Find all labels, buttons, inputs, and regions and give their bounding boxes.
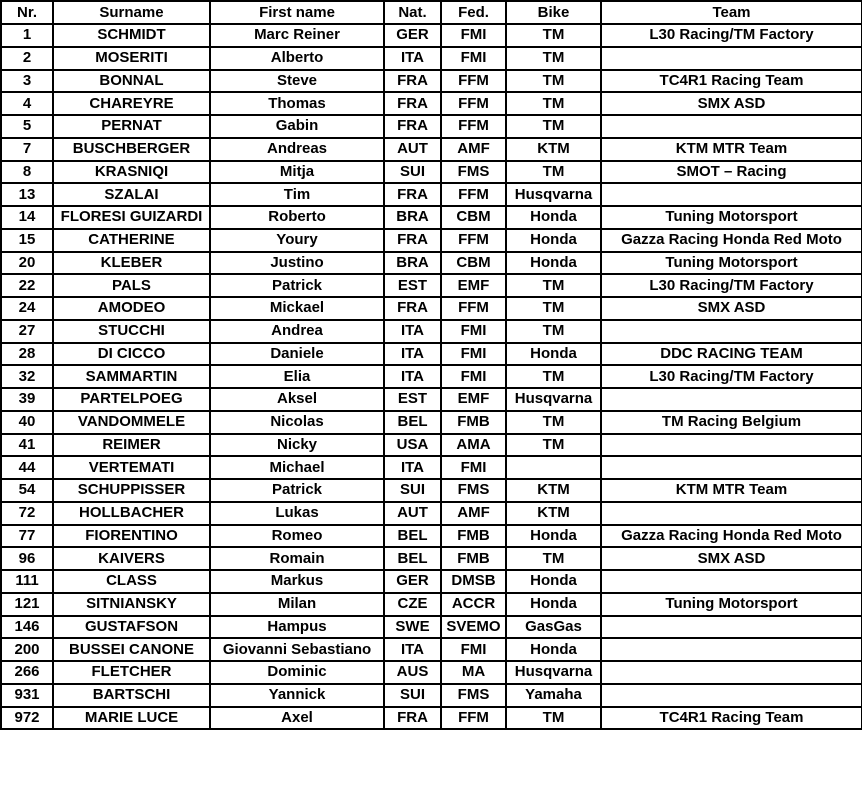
- cell-nationality: FRA: [384, 297, 441, 320]
- table-row: [1, 707, 862, 730]
- cell-team: DDC RACING TEAM: [601, 343, 862, 366]
- cell-surname: SITNIANSKY: [53, 593, 210, 616]
- cell-federation: DMSB: [441, 570, 506, 593]
- cell-bike: TM: [506, 547, 601, 570]
- cell-first-name: Patrick: [210, 274, 384, 297]
- cell-bike: [506, 456, 601, 479]
- cell-bike: Honda: [506, 570, 601, 593]
- cell-surname: AMODEO: [53, 297, 210, 320]
- cell-nr: 77: [1, 525, 53, 548]
- cell-nr: 5: [1, 115, 53, 138]
- table-row: [1, 320, 862, 343]
- cell-nr: 40: [1, 411, 53, 434]
- cell-first-name: Andrea: [210, 320, 384, 343]
- cell-team: TC4R1 Racing Team: [601, 707, 862, 730]
- cell-federation: AMF: [441, 502, 506, 525]
- cell-nr: 41: [1, 434, 53, 457]
- cell-first-name: Romain: [210, 547, 384, 570]
- cell-team: [601, 502, 862, 525]
- cell-federation: FMI: [441, 638, 506, 661]
- cell-nr: 54: [1, 479, 53, 502]
- cell-nr: 146: [1, 616, 53, 639]
- header-federation: Fed.: [441, 1, 506, 24]
- table-row: [1, 161, 862, 184]
- cell-surname: CATHERINE: [53, 229, 210, 252]
- table-row: [1, 502, 862, 525]
- cell-team: [601, 388, 862, 411]
- cell-first-name: Aksel: [210, 388, 384, 411]
- cell-federation: SVEMO: [441, 616, 506, 639]
- cell-federation: FMI: [441, 47, 506, 70]
- cell-bike: Honda: [506, 229, 601, 252]
- cell-federation: FMB: [441, 411, 506, 434]
- cell-bike: KTM: [506, 479, 601, 502]
- table-row: [1, 229, 862, 252]
- header-row: [1, 1, 862, 24]
- cell-first-name: Dominic: [210, 661, 384, 684]
- cell-first-name: Justino: [210, 252, 384, 275]
- cell-nationality: EST: [384, 388, 441, 411]
- cell-bike: TM: [506, 365, 601, 388]
- cell-first-name: Thomas: [210, 92, 384, 115]
- cell-nationality: AUT: [384, 138, 441, 161]
- cell-federation: FMS: [441, 684, 506, 707]
- cell-nr: 20: [1, 252, 53, 275]
- cell-nationality: ITA: [384, 638, 441, 661]
- cell-team: Tuning Motorsport: [601, 206, 862, 229]
- cell-nationality: SUI: [384, 684, 441, 707]
- cell-surname: BARTSCHI: [53, 684, 210, 707]
- cell-surname: MOSERITI: [53, 47, 210, 70]
- cell-first-name: Yannick: [210, 684, 384, 707]
- cell-surname: FIORENTINO: [53, 525, 210, 548]
- cell-nr: 15: [1, 229, 53, 252]
- cell-first-name: Marc Reiner: [210, 24, 384, 47]
- cell-first-name: Nicky: [210, 434, 384, 457]
- cell-bike: Husqvarna: [506, 388, 601, 411]
- cell-team: SMX ASD: [601, 547, 862, 570]
- cell-nationality: FRA: [384, 229, 441, 252]
- cell-federation: ACCR: [441, 593, 506, 616]
- cell-nationality: BRA: [384, 252, 441, 275]
- header-bike: Bike: [506, 1, 601, 24]
- cell-surname: BUSSEI CANONE: [53, 638, 210, 661]
- cell-team: [601, 320, 862, 343]
- cell-team: L30 Racing/TM Factory: [601, 24, 862, 47]
- cell-first-name: Nicolas: [210, 411, 384, 434]
- table-row: [1, 479, 862, 502]
- cell-surname: CLASS: [53, 570, 210, 593]
- cell-surname: KAIVERS: [53, 547, 210, 570]
- cell-bike: KTM: [506, 502, 601, 525]
- cell-surname: VANDOMMELE: [53, 411, 210, 434]
- cell-first-name: Tim: [210, 183, 384, 206]
- table-row: [1, 456, 862, 479]
- cell-first-name: Axel: [210, 707, 384, 730]
- cell-nr: 121: [1, 593, 53, 616]
- cell-team: SMX ASD: [601, 92, 862, 115]
- cell-first-name: Hampus: [210, 616, 384, 639]
- cell-bike: TM: [506, 70, 601, 93]
- cell-federation: FMI: [441, 365, 506, 388]
- cell-first-name: Mitja: [210, 161, 384, 184]
- cell-nr: 28: [1, 343, 53, 366]
- cell-first-name: Patrick: [210, 479, 384, 502]
- table-row: [1, 638, 862, 661]
- cell-nr: 72: [1, 502, 53, 525]
- cell-nationality: FRA: [384, 183, 441, 206]
- cell-surname: CHAREYRE: [53, 92, 210, 115]
- cell-federation: MA: [441, 661, 506, 684]
- cell-nr: 8: [1, 161, 53, 184]
- cell-nr: 266: [1, 661, 53, 684]
- table-row: [1, 593, 862, 616]
- cell-team: SMX ASD: [601, 297, 862, 320]
- cell-bike: Husqvarna: [506, 183, 601, 206]
- cell-nationality: FRA: [384, 115, 441, 138]
- cell-team: SMOT – Racing: [601, 161, 862, 184]
- cell-nr: 111: [1, 570, 53, 593]
- cell-surname: KLEBER: [53, 252, 210, 275]
- cell-nationality: BRA: [384, 206, 441, 229]
- cell-federation: CBM: [441, 206, 506, 229]
- cell-nationality: BEL: [384, 525, 441, 548]
- cell-surname: BUSCHBERGER: [53, 138, 210, 161]
- cell-first-name: Alberto: [210, 47, 384, 70]
- cell-team: Gazza Racing Honda Red Moto: [601, 525, 862, 548]
- cell-surname: STUCCHI: [53, 320, 210, 343]
- table-row: [1, 388, 862, 411]
- cell-bike: TM: [506, 115, 601, 138]
- cell-surname: GUSTAFSON: [53, 616, 210, 639]
- cell-nationality: AUS: [384, 661, 441, 684]
- cell-nr: 22: [1, 274, 53, 297]
- header-nr: Nr.: [1, 1, 53, 24]
- table-row: [1, 547, 862, 570]
- cell-nationality: ITA: [384, 47, 441, 70]
- cell-surname: HOLLBACHER: [53, 502, 210, 525]
- cell-nationality: GER: [384, 570, 441, 593]
- cell-nationality: SUI: [384, 479, 441, 502]
- cell-team: TC4R1 Racing Team: [601, 70, 862, 93]
- cell-first-name: Andreas: [210, 138, 384, 161]
- header-team: Team: [601, 1, 862, 24]
- cell-federation: AMF: [441, 138, 506, 161]
- cell-bike: TM: [506, 320, 601, 343]
- cell-bike: TM: [506, 92, 601, 115]
- cell-first-name: Gabin: [210, 115, 384, 138]
- cell-federation: FFM: [441, 183, 506, 206]
- cell-nationality: BEL: [384, 411, 441, 434]
- cell-surname: VERTEMATI: [53, 456, 210, 479]
- header-first-name: First name: [210, 1, 384, 24]
- cell-first-name: Mickael: [210, 297, 384, 320]
- cell-nr: 2: [1, 47, 53, 70]
- cell-nr: 27: [1, 320, 53, 343]
- cell-surname: SZALAI: [53, 183, 210, 206]
- cell-bike: TM: [506, 707, 601, 730]
- table-row: [1, 47, 862, 70]
- cell-nationality: CZE: [384, 593, 441, 616]
- cell-nationality: USA: [384, 434, 441, 457]
- cell-bike: Honda: [506, 343, 601, 366]
- table-row: [1, 92, 862, 115]
- table-row: [1, 661, 862, 684]
- cell-team: [601, 115, 862, 138]
- cell-first-name: Elia: [210, 365, 384, 388]
- cell-federation: FMI: [441, 24, 506, 47]
- cell-nr: 7: [1, 138, 53, 161]
- cell-team: KTM MTR Team: [601, 138, 862, 161]
- cell-team: [601, 661, 862, 684]
- table-row: [1, 206, 862, 229]
- table-row: [1, 616, 862, 639]
- cell-nr: 13: [1, 183, 53, 206]
- table-row: [1, 365, 862, 388]
- cell-federation: FFM: [441, 297, 506, 320]
- cell-nr: 200: [1, 638, 53, 661]
- cell-nr: 4: [1, 92, 53, 115]
- cell-team: Gazza Racing Honda Red Moto: [601, 229, 862, 252]
- cell-team: TM Racing Belgium: [601, 411, 862, 434]
- cell-first-name: Steve: [210, 70, 384, 93]
- cell-bike: TM: [506, 297, 601, 320]
- cell-first-name: Roberto: [210, 206, 384, 229]
- cell-first-name: Milan: [210, 593, 384, 616]
- table-header: [1, 1, 862, 24]
- table-row: [1, 684, 862, 707]
- cell-bike: GasGas: [506, 616, 601, 639]
- cell-nr: 32: [1, 365, 53, 388]
- table-row: [1, 70, 862, 93]
- cell-federation: EMF: [441, 388, 506, 411]
- cell-nationality: ITA: [384, 343, 441, 366]
- cell-bike: TM: [506, 434, 601, 457]
- cell-nr: 44: [1, 456, 53, 479]
- cell-federation: FFM: [441, 115, 506, 138]
- cell-bike: Husqvarna: [506, 661, 601, 684]
- cell-surname: SAMMARTIN: [53, 365, 210, 388]
- cell-nationality: ITA: [384, 365, 441, 388]
- cell-bike: TM: [506, 24, 601, 47]
- cell-nationality: FRA: [384, 707, 441, 730]
- cell-nr: 24: [1, 297, 53, 320]
- header-surname: Surname: [53, 1, 210, 24]
- cell-federation: FFM: [441, 707, 506, 730]
- cell-team: [601, 638, 862, 661]
- table-row: [1, 115, 862, 138]
- cell-bike: Honda: [506, 638, 601, 661]
- table-row: [1, 525, 862, 548]
- cell-nationality: SUI: [384, 161, 441, 184]
- cell-federation: FMI: [441, 320, 506, 343]
- cell-team: [601, 684, 862, 707]
- cell-first-name: Michael: [210, 456, 384, 479]
- cell-bike: Honda: [506, 593, 601, 616]
- cell-bike: Honda: [506, 525, 601, 548]
- cell-federation: FMI: [441, 343, 506, 366]
- table-row: [1, 297, 862, 320]
- cell-surname: PALS: [53, 274, 210, 297]
- cell-first-name: Lukas: [210, 502, 384, 525]
- cell-federation: FMS: [441, 479, 506, 502]
- cell-nationality: FRA: [384, 92, 441, 115]
- cell-team: [601, 456, 862, 479]
- cell-surname: FLETCHER: [53, 661, 210, 684]
- cell-team: [601, 434, 862, 457]
- cell-surname: FLORESI GUIZARDI: [53, 206, 210, 229]
- cell-federation: FMB: [441, 525, 506, 548]
- cell-federation: CBM: [441, 252, 506, 275]
- cell-surname: SCHMIDT: [53, 24, 210, 47]
- cell-nr: 3: [1, 70, 53, 93]
- table-row: [1, 252, 862, 275]
- cell-nr: 1: [1, 24, 53, 47]
- cell-surname: MARIE LUCE: [53, 707, 210, 730]
- cell-nationality: ITA: [384, 456, 441, 479]
- cell-federation: FMI: [441, 456, 506, 479]
- table-row: [1, 183, 862, 206]
- cell-federation: FFM: [441, 229, 506, 252]
- cell-bike: TM: [506, 411, 601, 434]
- cell-federation: EMF: [441, 274, 506, 297]
- cell-surname: BONNAL: [53, 70, 210, 93]
- cell-nr: 96: [1, 547, 53, 570]
- table-row: [1, 434, 862, 457]
- cell-nationality: ITA: [384, 320, 441, 343]
- cell-federation: FMB: [441, 547, 506, 570]
- cell-bike: Honda: [506, 206, 601, 229]
- cell-first-name: Youry: [210, 229, 384, 252]
- cell-team: [601, 616, 862, 639]
- cell-team: [601, 47, 862, 70]
- cell-first-name: Markus: [210, 570, 384, 593]
- cell-team: [601, 570, 862, 593]
- cell-federation: FMS: [441, 161, 506, 184]
- cell-bike: TM: [506, 274, 601, 297]
- cell-team: Tuning Motorsport: [601, 593, 862, 616]
- table-row: [1, 274, 862, 297]
- cell-bike: Yamaha: [506, 684, 601, 707]
- cell-bike: KTM: [506, 138, 601, 161]
- cell-nr: 972: [1, 707, 53, 730]
- cell-nr: 931: [1, 684, 53, 707]
- table-row: [1, 343, 862, 366]
- cell-nationality: AUT: [384, 502, 441, 525]
- cell-nationality: SWE: [384, 616, 441, 639]
- cell-nationality: GER: [384, 24, 441, 47]
- cell-nationality: BEL: [384, 547, 441, 570]
- cell-surname: REIMER: [53, 434, 210, 457]
- cell-bike: TM: [506, 47, 601, 70]
- cell-surname: KRASNIQI: [53, 161, 210, 184]
- cell-federation: AMA: [441, 434, 506, 457]
- table-row: [1, 570, 862, 593]
- table-row: [1, 24, 862, 47]
- cell-nationality: FRA: [384, 70, 441, 93]
- cell-first-name: Daniele: [210, 343, 384, 366]
- cell-nr: 39: [1, 388, 53, 411]
- cell-surname: PERNAT: [53, 115, 210, 138]
- cell-first-name: Giovanni Sebastiano: [210, 638, 384, 661]
- table-row: [1, 138, 862, 161]
- cell-first-name: Romeo: [210, 525, 384, 548]
- cell-nr: 14: [1, 206, 53, 229]
- header-nationality: Nat.: [384, 1, 441, 24]
- cell-team: L30 Racing/TM Factory: [601, 274, 862, 297]
- cell-team: KTM MTR Team: [601, 479, 862, 502]
- cell-bike: TM: [506, 161, 601, 184]
- cell-federation: FFM: [441, 92, 506, 115]
- cell-bike: Honda: [506, 252, 601, 275]
- cell-surname: DI CICCO: [53, 343, 210, 366]
- cell-team: L30 Racing/TM Factory: [601, 365, 862, 388]
- cell-federation: FFM: [441, 70, 506, 93]
- cell-team: [601, 183, 862, 206]
- cell-team: Tuning Motorsport: [601, 252, 862, 275]
- cell-surname: SCHUPPISSER: [53, 479, 210, 502]
- cell-nationality: EST: [384, 274, 441, 297]
- table-body: [1, 24, 862, 729]
- cell-surname: PARTELPOEG: [53, 388, 210, 411]
- table-row: [1, 411, 862, 434]
